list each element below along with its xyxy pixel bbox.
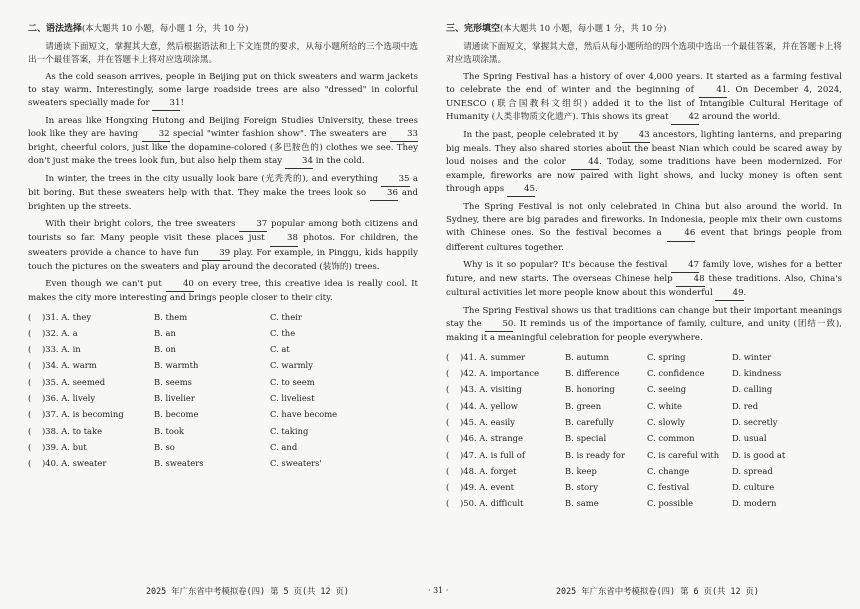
- passage-paragraph: Even though we can't put 40 on every tree, this creative idea is really cool. It makes the city more interesting and brings people closer to their city.: [28, 278, 418, 303]
- option-row: ( )36. A. lively B. livelier C. liveliest: [28, 393, 315, 404]
- passage-paragraph: Why is it so popular? It's because the festival 47 family love, wishes for a better future, and new starts. The overseas Chinese help 48 these traditions. Also, China's cultural activities let more people know about this wonderful 49.: [446, 259, 842, 301]
- option-row: ( )33. A. in B. on C. at: [28, 344, 290, 355]
- blank-37: 37: [239, 218, 267, 232]
- passage-paragraph: The Spring Festival has a history of over 4,000 years. It started as a farming festival to celebrate the end of winter and the beginning of 41. On December 4, 2024, UNESCO (联合国教科文组织) added it to the list of Intangible Cultural Heritage of Humanity (人类非物质文化遗产). This shows its great 42 around the world.: [446, 71, 842, 125]
- passage-paragraph: In winter, the trees in the city usually look bare (光秃秃的), and everything 35 a bit boring. But these sweaters help with that. They make the trees look so 36 and brighten up the streets.: [28, 174, 419, 213]
- option-row: ( )35. A. seemed B. seems C. to seem: [28, 376, 315, 387]
- blank-41: 41: [699, 84, 727, 98]
- blank-46: 46: [667, 227, 695, 241]
- options-list: [28, 309, 418, 472]
- option-row: ( )43. A. visiting B. honoring C. seeing D. calling: [446, 384, 773, 395]
- option-row: ( )48. A. forget B. keep C. change D. spread: [446, 465, 773, 476]
- section-title-grammar: 二、语法选择(本大题共 10 小题，每小题 1 分，共 10 分): [28, 23, 249, 34]
- option-row: ( )44. A. yellow B. green C. white D. red: [446, 400, 759, 411]
- passage-paragraph: As the cold season arrives, people in Beijing put on thick sweaters and warm jackets to stay warm. Interestingly, some large roadside trees are also "dressed" in colorful sweaters specially made for 31!: [28, 71, 418, 111]
- options-list: [446, 349, 842, 512]
- blank-48: 48: [676, 273, 704, 287]
- blank-45: 45: [507, 183, 535, 197]
- blank-38: 38: [270, 232, 298, 246]
- blank-33: 33: [390, 128, 418, 142]
- passage-paragraph: In areas like Hongxing Hutong and Beijing Foreign Studies University, these trees look like they are having 32 special "winter fashion show". The sweaters are 33 bright, cheerful colors, just like the dopamine-colored (多巴胺色的) clothes we see. They don't just make the trees look fun, but also help them stay 34 in the cold.: [28, 115, 418, 169]
- option-row: ( )38. A. to take B. took C. taking: [28, 425, 309, 436]
- blank-36: 36: [370, 187, 398, 201]
- blank-40: 40: [166, 278, 194, 292]
- blank-31: 31: [152, 97, 180, 111]
- instruction: 请通读下面短文，掌握其大意，然后从每小题所给的四个选项中选出一个最佳答案，并在答题卡上将对应选项涂黑。: [446, 41, 842, 65]
- blank-42: 42: [671, 111, 699, 125]
- blank-32: 32: [142, 128, 170, 142]
- passage-paragraph: The Spring Festival shows us that traditions can change but their important meanings stay the 50. It reminds us of the importance of family, culture, and unity (团结一致), making it a meaningful celebration for people everywhere.: [446, 305, 842, 343]
- blank-34: 34: [285, 155, 313, 169]
- option-row: ( )32. A. a B. an C. the: [28, 327, 296, 338]
- blank-49: 49: [715, 287, 743, 301]
- passage-paragraph: With their bright colors, the tree sweaters 37 popular among both citizens and tourists so far. Many people visit these places just 38 photos. For children, the sweaters provide a chance to have fun 39 play. For example, in Pinggu, kids happily touch the pictures on the sweaters and play around the decorated (装饰的) trees.: [28, 219, 419, 272]
- option-row: ( )34. A. warm B. warmth C. warmly: [28, 360, 313, 371]
- option-row: ( )31. A. they B. them C. their: [28, 311, 302, 322]
- left-page: [28, 22, 418, 472]
- option-row: ( )50. A. difficult B. same C. possible D. modern: [446, 498, 777, 509]
- blank-35: 35: [381, 173, 409, 187]
- section-title-cloze: 三、完形填空(本大题共 10 小题，每小题 1 分，共 10 分): [446, 23, 667, 34]
- option-row: ( )49. A. event B. story C. festival D. culture: [446, 482, 775, 493]
- option-row: ( )47. A. is full of B. is ready for C. is careful with D. is good at: [446, 449, 786, 460]
- center-page-number: · 31 ·: [428, 586, 449, 595]
- right-page: [446, 22, 842, 512]
- passage-paragraph: The Spring Festival is not only celebrated in China but also around the world. In Sydney, there are big parades and fireworks. In Indonesia, people mix their own customs with Chinese ones. So the festival becomes a 46 event that brings people from different cultures together.: [446, 202, 842, 253]
- page-footer-left: 2025 年广东省中考模拟卷(四) 第 5 页(共 12 页): [146, 586, 349, 596]
- option-row: ( )37. A. is becoming B. become C. have become: [28, 409, 338, 420]
- option-row: ( )40. A. sweater B. sweaters C. sweaters': [28, 458, 322, 469]
- page-footer-right: 2025 年广东省中考模拟卷(四) 第 6 页(共 12 页): [556, 586, 759, 596]
- blank-50: 50: [485, 318, 513, 332]
- option-row: ( )41. A. summer B. autumn C. spring D. winter: [446, 351, 772, 362]
- blank-43: 43: [622, 129, 650, 143]
- blank-47: 47: [671, 259, 699, 273]
- instruction: 请通读下面短文，掌握其大意，然后根据语法和上下文连贯的要求，从每小题所给的三个选项中选出一个最佳答案，并在答题卡上将对应选项涂黑。: [28, 41, 418, 65]
- option-row: ( )46. A. strange B. special C. common D. usual: [446, 433, 767, 444]
- blank-39: 39: [202, 247, 230, 261]
- passage-paragraph: In the past, people celebrated it by 43 ancestors, lighting lanterns, and preparing big meals. They also shared stories about the beast Nian which could be scared away by loud noises and the color 44. Today, some traditions have been modernized. For example, fireworks are now paired with light shows, and lucky money is often sent through apps 45.: [446, 129, 842, 197]
- option-row: ( )42. A. importance B. difference C. confidence D. kindness: [446, 368, 782, 379]
- option-row: ( )39. A. but B. so C. and: [28, 441, 298, 452]
- option-row: ( )45. A. easily B. carefully C. slowly D. secretly: [446, 416, 778, 427]
- blank-44: 44: [571, 156, 599, 170]
